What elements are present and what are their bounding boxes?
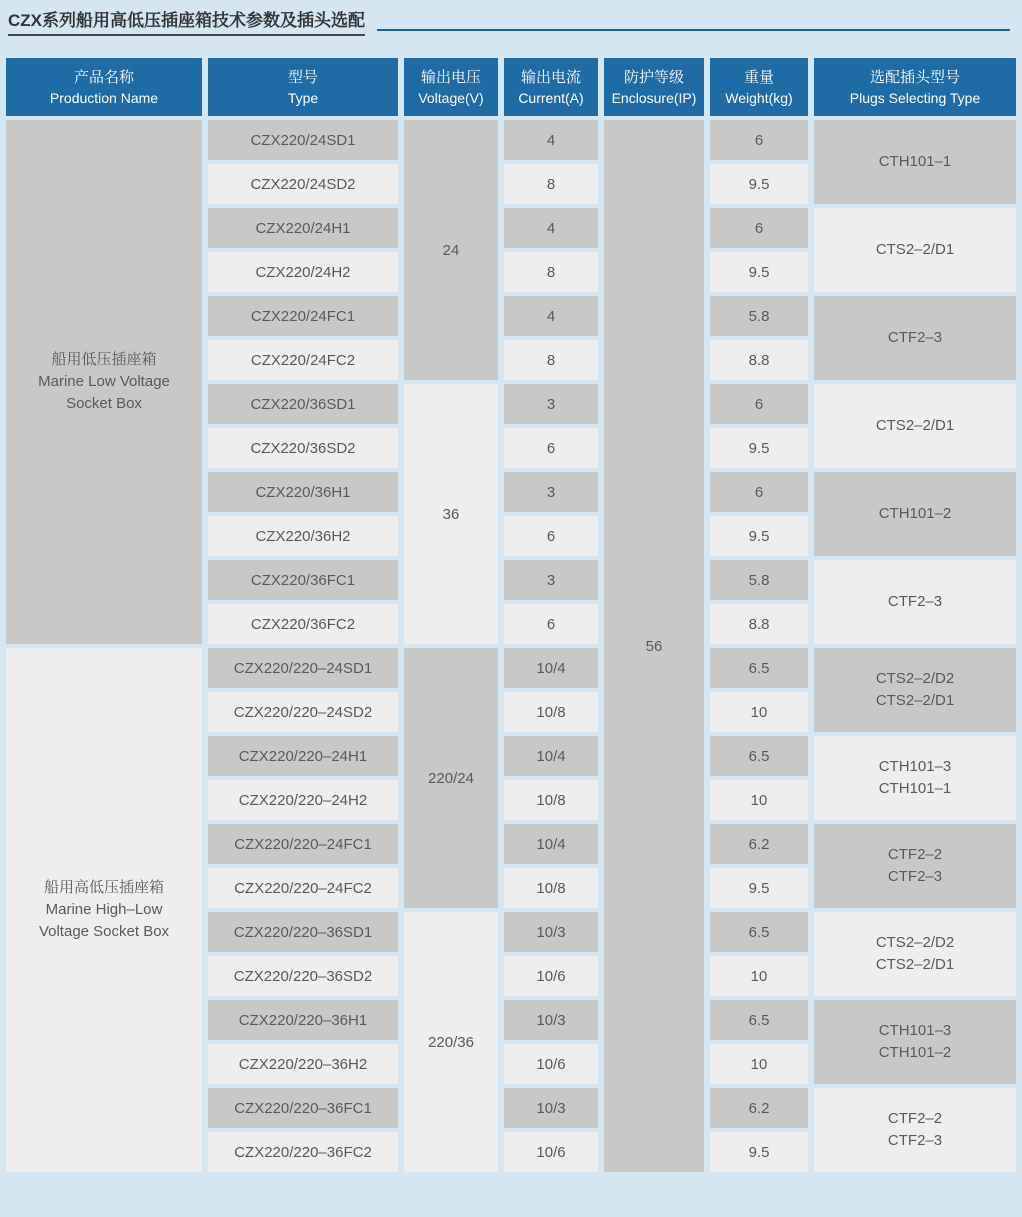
plugs-line: CTF2–3 [887, 868, 943, 885]
plugs-line: CTS2–2/D1 [875, 692, 955, 709]
plugs-cell [814, 296, 1016, 380]
current-cell: 10/3 [504, 1000, 598, 1040]
plugs-line: CTF2–2 [887, 846, 943, 863]
current-cell: 4 [504, 208, 598, 248]
header-current-en: Current(A) [518, 89, 584, 106]
type-cell: CZX220/220–24FC2 [208, 868, 398, 908]
voltage-cell: 220/36 [404, 912, 498, 1172]
plugs-line: CTS2–2/D1 [875, 417, 955, 434]
weight-cell: 8.8 [710, 340, 808, 380]
weight-cell: 8.8 [710, 604, 808, 644]
plugs-cell [814, 1000, 1016, 1084]
type-cell: CZX220/220–36H1 [208, 1000, 398, 1040]
production-name-cell [6, 648, 202, 1172]
header-current-zh: 输出电流 [520, 68, 581, 86]
current-cell: 10/4 [504, 648, 598, 688]
header-weight-zh: 重量 [743, 68, 774, 86]
type-cell: CZX220/220–24SD1 [208, 648, 398, 688]
current-cell: 4 [504, 120, 598, 160]
plugs-cell [814, 912, 1016, 996]
current-cell: 8 [504, 340, 598, 380]
type-cell: CZX220/36H1 [208, 472, 398, 512]
voltage-cell: 24 [404, 120, 498, 380]
header-row [6, 58, 1016, 116]
header-production-name-zh: 产品名称 [73, 68, 134, 86]
table-row [6, 120, 1016, 160]
header-plugs-en: Plugs Selecting Type [849, 89, 981, 106]
weight-cell: 5.8 [710, 296, 808, 336]
weight-cell: 6.5 [710, 736, 808, 776]
header-enclosure [604, 58, 704, 116]
weight-cell: 6 [710, 120, 808, 160]
header-plugs [814, 58, 1016, 116]
current-cell: 10/8 [504, 780, 598, 820]
weight-cell: 9.5 [710, 868, 808, 908]
type-cell: CZX220/220–36FC1 [208, 1088, 398, 1128]
production-name-line: Voltage Socket Box [38, 923, 170, 940]
plugs-cell [814, 208, 1016, 292]
type-cell: CZX220/24FC1 [208, 296, 398, 336]
page-header [0, 0, 1022, 36]
weight-cell: 6 [710, 208, 808, 248]
type-cell: CZX220/24H1 [208, 208, 398, 248]
header-production-name [6, 58, 202, 116]
type-cell: CZX220/24SD2 [208, 164, 398, 204]
type-cell: CZX220/36FC2 [208, 604, 398, 644]
weight-cell: 10 [710, 956, 808, 996]
current-cell: 10/3 [504, 912, 598, 952]
type-cell: CZX220/220–24H1 [208, 736, 398, 776]
current-cell: 6 [504, 428, 598, 468]
plugs-cell [814, 1088, 1016, 1172]
weight-cell: 6 [710, 384, 808, 424]
type-cell: CZX220/220–36FC2 [208, 1132, 398, 1172]
weight-cell: 9.5 [710, 516, 808, 556]
plugs-line: CTS2–2/D2 [875, 670, 955, 687]
weight-cell: 6.5 [710, 1000, 808, 1040]
type-cell: CZX220/24H2 [208, 252, 398, 292]
current-cell: 10/3 [504, 1088, 598, 1128]
current-cell: 6 [504, 516, 598, 556]
plugs-cell [814, 384, 1016, 468]
header-current [504, 58, 598, 116]
current-cell: 6 [504, 604, 598, 644]
plugs-line: CTS2–2/D2 [875, 934, 955, 951]
page-title: CZX系列船用高低压插座箱技术参数及插头选配 [8, 6, 365, 36]
production-name-line: 船用低压插座箱 [51, 351, 157, 368]
plugs-line: CTH101–2 [878, 1044, 952, 1061]
enclosure-cell: 56 [604, 120, 704, 1172]
type-cell: CZX220/24FC2 [208, 340, 398, 380]
plugs-line: CTH101–1 [878, 780, 952, 797]
plugs-cell [814, 648, 1016, 732]
current-cell: 8 [504, 164, 598, 204]
current-cell: 3 [504, 560, 598, 600]
current-cell: 10/4 [504, 824, 598, 864]
weight-cell: 10 [710, 780, 808, 820]
weight-cell: 6.5 [710, 648, 808, 688]
weight-cell: 6.2 [710, 1088, 808, 1128]
current-cell: 4 [504, 296, 598, 336]
weight-cell: 6 [710, 472, 808, 512]
plugs-line: CTS2–2/D1 [875, 956, 955, 973]
header-type-en: Type [287, 89, 319, 106]
plugs-line: CTH101–3 [878, 1022, 952, 1039]
type-cell: CZX220/220–24FC1 [208, 824, 398, 864]
weight-cell: 6.5 [710, 912, 808, 952]
production-name-cell [6, 120, 202, 644]
current-cell: 3 [504, 472, 598, 512]
plugs-cell [814, 472, 1016, 556]
weight-cell: 9.5 [710, 428, 808, 468]
type-cell: CZX220/36FC1 [208, 560, 398, 600]
header-type-zh: 型号 [287, 68, 318, 86]
current-cell: 10/6 [504, 956, 598, 996]
plugs-line: CTH101–3 [878, 758, 952, 775]
type-cell: CZX220/36SD1 [208, 384, 398, 424]
header-voltage-zh: 输出电压 [420, 68, 481, 86]
production-name-line: Marine High–Low [45, 901, 163, 918]
plugs-cell [814, 120, 1016, 204]
production-name-line: 船用高低压插座箱 [43, 879, 164, 896]
header-production-name-en: Production Name [49, 89, 159, 106]
voltage-cell: 36 [404, 384, 498, 644]
weight-cell: 6.2 [710, 824, 808, 864]
plugs-line: CTF2–3 [887, 1132, 943, 1149]
header-weight-en: Weight(kg) [725, 89, 793, 106]
plugs-cell [814, 560, 1016, 644]
type-cell: CZX220/36H2 [208, 516, 398, 556]
plugs-line: CTF2–2 [887, 1110, 943, 1127]
current-cell: 3 [504, 384, 598, 424]
header-enclosure-en: Enclosure(IP) [611, 89, 697, 106]
spec-table [0, 54, 1022, 1176]
current-cell: 10/6 [504, 1044, 598, 1084]
current-cell: 10/8 [504, 692, 598, 732]
type-cell: CZX220/24SD1 [208, 120, 398, 160]
type-cell: CZX220/36SD2 [208, 428, 398, 468]
weight-cell: 5.8 [710, 560, 808, 600]
weight-cell: 9.5 [710, 1132, 808, 1172]
type-cell: CZX220/220–36SD2 [208, 956, 398, 996]
plugs-line: CTS2–2/D1 [875, 241, 955, 258]
production-name-line: Socket Box [66, 395, 142, 412]
header-voltage-en: Voltage(V) [418, 89, 484, 106]
weight-cell: 10 [710, 692, 808, 732]
voltage-cell: 220/24 [404, 648, 498, 908]
plugs-line: CTH101–1 [878, 153, 952, 170]
current-cell: 8 [504, 252, 598, 292]
table-row [6, 648, 1016, 688]
production-name-line: Marine Low Voltage [38, 373, 170, 390]
plugs-line: CTF2–3 [887, 593, 943, 610]
current-cell: 10/4 [504, 736, 598, 776]
plugs-line: CTF2–3 [887, 329, 943, 346]
plugs-cell [814, 736, 1016, 820]
header-voltage [404, 58, 498, 116]
type-cell: CZX220/220–36H2 [208, 1044, 398, 1084]
weight-cell: 10 [710, 1044, 808, 1084]
header-type [208, 58, 398, 116]
current-cell: 10/6 [504, 1132, 598, 1172]
current-cell: 10/8 [504, 868, 598, 908]
type-cell: CZX220/220–24H2 [208, 780, 398, 820]
header-plugs-zh: 选配插头型号 [869, 68, 960, 86]
title-rule-line [377, 29, 1010, 31]
plugs-cell [814, 824, 1016, 908]
plugs-line: CTH101–2 [878, 505, 952, 522]
header-weight [710, 58, 808, 116]
header-enclosure-zh: 防护等级 [623, 68, 684, 86]
type-cell: CZX220/220–24SD2 [208, 692, 398, 732]
weight-cell: 9.5 [710, 164, 808, 204]
type-cell: CZX220/220–36SD1 [208, 912, 398, 952]
weight-cell: 9.5 [710, 252, 808, 292]
